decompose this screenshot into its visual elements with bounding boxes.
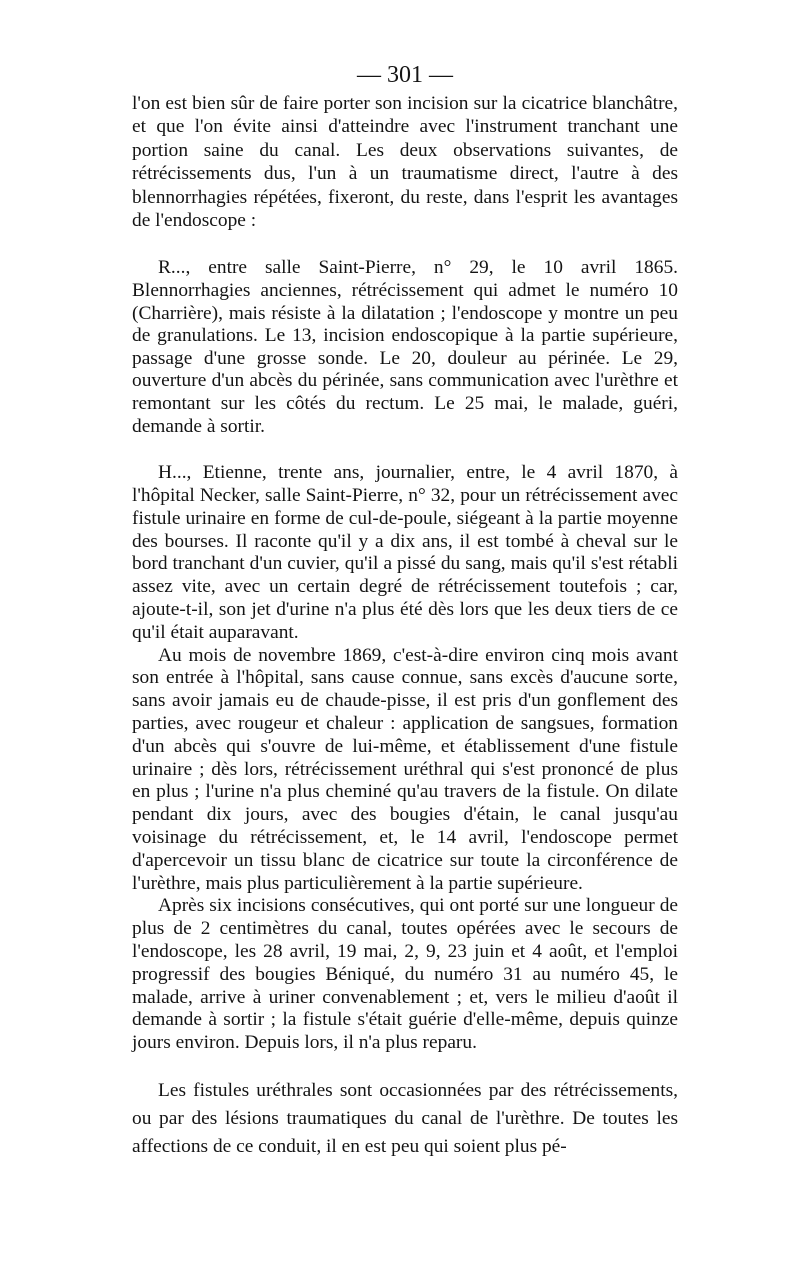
paragraph-fistulas: Les fistules uréthrales sont occasionnées par des rétrécissements, ou par des lésions traumatiques du canal de l'urèthre. De toutes les affections de ce conduit, il en est peu qui soient plus pé-: [132, 1079, 678, 1157]
paragraph-case-h: H..., Etienne, trente ans, journalier, entre, le 4 avril 1870, à l'hôpital Necker, salle Saint-Pierre, n° 32, pour un rétrécissement avec fistule urinaire en forme de cul-de-poule, siégeant à la partie moyenne des bourses. Il raconte qu'il y a dix ans, il est tombé à cheval sur le bord tranchant d'un cuvier, qu'il a pissé du sang, mais qu'il s'est rétabli assez vite, avec un certain degré de rétrécissement toutefois ; car, ajoute-t-il, son jet d'urine n'a plus été dès lors que les deux tiers de ce qu'il était auparavant.: [132, 462, 678, 643]
paragraph-intro: l'on est bien sûr de faire porter son incision sur la cicatrice blanchâtre, et que l'on évite ainsi d'atteindre avec l'instrument tranchant une portion saine du canal. Les deux observations suivantes, de rétrécissements dus, l'un à un traumatisme direct, l'autre à des blennorrhagies répétées, fixeront, du reste, dans l'esprit les avantages de l'endoscope :: [132, 93, 678, 232]
paragraph-case-h-outcome: Après six incisions consécutives, qui ont porté sur une longueur de plus de 2 centimètres du canal, toutes opérées avec le secours de l'endoscope, les 28 avril, 19 mai, 2, 9, 23 juin et 4 août, et l'emploi progressif des bougies Béniqué, du numéro 31 au numéro 45, le malade, arrive à uriner convenablement ; et, vers le milieu d'août il demande à sortir ; la fistule s'était guérie d'elle-même, depuis quinze jours environ. Depuis lors, il n'a plus reparu.: [132, 895, 678, 1054]
page-number: — 301 —: [357, 62, 453, 88]
paragraph-case-h-history: Au mois de novembre 1869, c'est-à-dire environ cinq mois avant son entrée à l'hôpital, sans cause connue, sans excès d'aucune sorte, sans avoir jamais eu de chaude-pisse, il est pris d'un gonflement des parties, avec rougeur et chaleur : application de sangsues, formation d'un abcès qui s'ouvre de lui-même, et établissement d'une fistule urinaire ; dès lors, rétrécissement uréthral qui s'est prononcé de plus en plus ; l'urine n'a plus cheminé qu'au travers de la fistule. On dilate pendant dix jours, avec des bougies d'étain, le canal jusqu'au voisinage du rétrécissement, et, le 14 avril, l'endoscope permet d'apercevoir un tissu blanc de cicatrice sur toute la circonférence de l'urèthre, mais plus particulièrement à la partie supérieure.: [132, 644, 678, 894]
paragraph-case-r: R..., entre salle Saint-Pierre, n° 29, le 10 avril 1865. Blennorrhagies anciennes, rétrécissement qui admet le numéro 10 (Charrière), mais résiste à la dilatation ; l'endoscope y montre un peu de granulations. Le 13, incision endoscopique à la partie supérieure, passage d'une grosse sonde. Le 20, douleur au périnée. Le 29, ouverture d'un abcès du périnée, sans communication avec l'urèthre et remontant sur les côtés du rectum. Le 25 mai, le malade, guéri, demande à sortir.: [132, 257, 678, 437]
